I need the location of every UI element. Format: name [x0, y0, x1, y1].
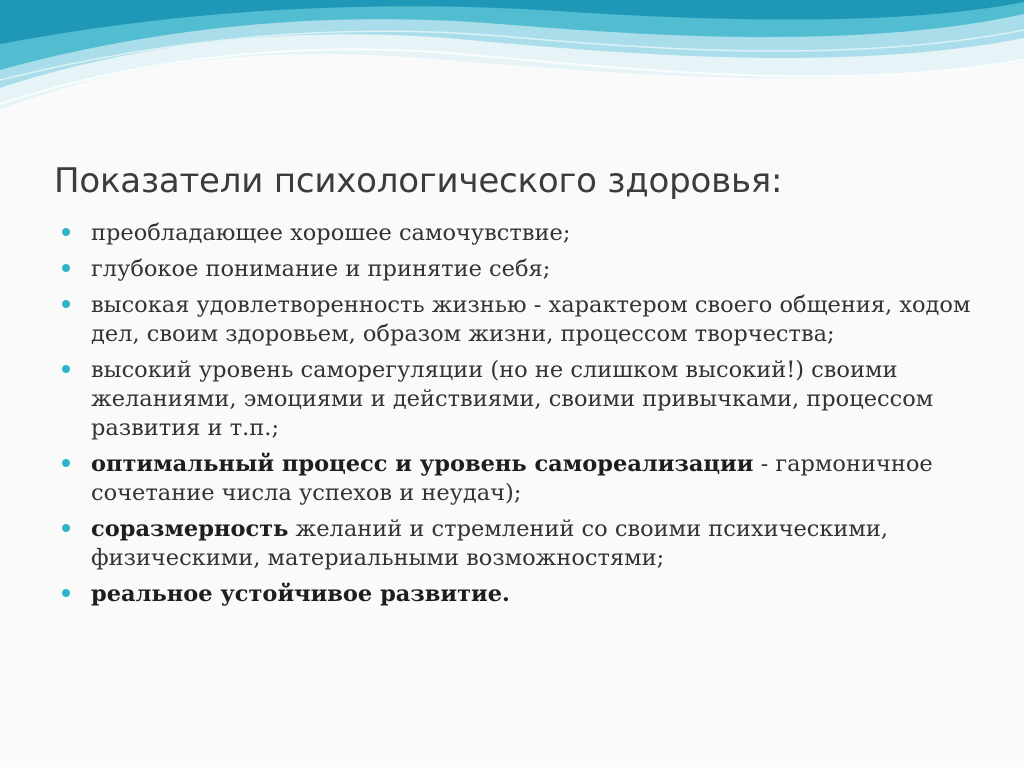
- bullet-text: глубокое понимание и принятие себя;: [91, 256, 551, 282]
- slide-title: Показатели психологического здоровья:: [54, 161, 783, 201]
- bullet-dot-icon: [62, 264, 70, 272]
- bullet-dot-icon: [62, 589, 70, 597]
- bullet-dot-icon: [62, 228, 70, 236]
- bullet-dot-icon: [62, 524, 70, 532]
- wave-decoration: [0, 0, 1024, 120]
- bullet-text: - гармоничное сочетание числа успехов и неудач);: [91, 451, 933, 506]
- bullet-item: [62, 219, 992, 248]
- bullet-item: [62, 450, 992, 508]
- bullet-text-bold: соразмерность: [91, 516, 289, 542]
- bullet-text: преобладающее хорошее самочувствие;: [91, 220, 571, 246]
- bullet-text: высокий уровень саморегуляции (но не слишком высокий!) своими желаниями, эмоциями и действиями, своими привычками, процессом развития и т.п.;: [91, 357, 934, 441]
- bullet-item: [62, 255, 992, 284]
- bullet-text: желаний и стремлений со своими психическими, физическими, материальными возможностями;: [91, 516, 889, 571]
- bullet-item: [62, 515, 992, 573]
- bullet-item: [62, 356, 992, 443]
- bullet-dot-icon: [62, 300, 70, 308]
- bullet-item: [62, 580, 992, 609]
- bullet-text: высокая удовлетворенность жизнью - характером своего общения, ходом дел, своим здоровьем, образом жизни, процессом творчества;: [91, 292, 971, 347]
- bullet-dot-icon: [62, 459, 70, 467]
- bullet-dot-icon: [62, 365, 70, 373]
- bullet-text-bold: реальное устойчивое развитие.: [91, 581, 510, 607]
- bullet-item: [62, 291, 992, 349]
- bullet-text-bold: оптимальный процесс и уровень самореализации: [91, 451, 754, 477]
- bullet-list: [62, 219, 992, 616]
